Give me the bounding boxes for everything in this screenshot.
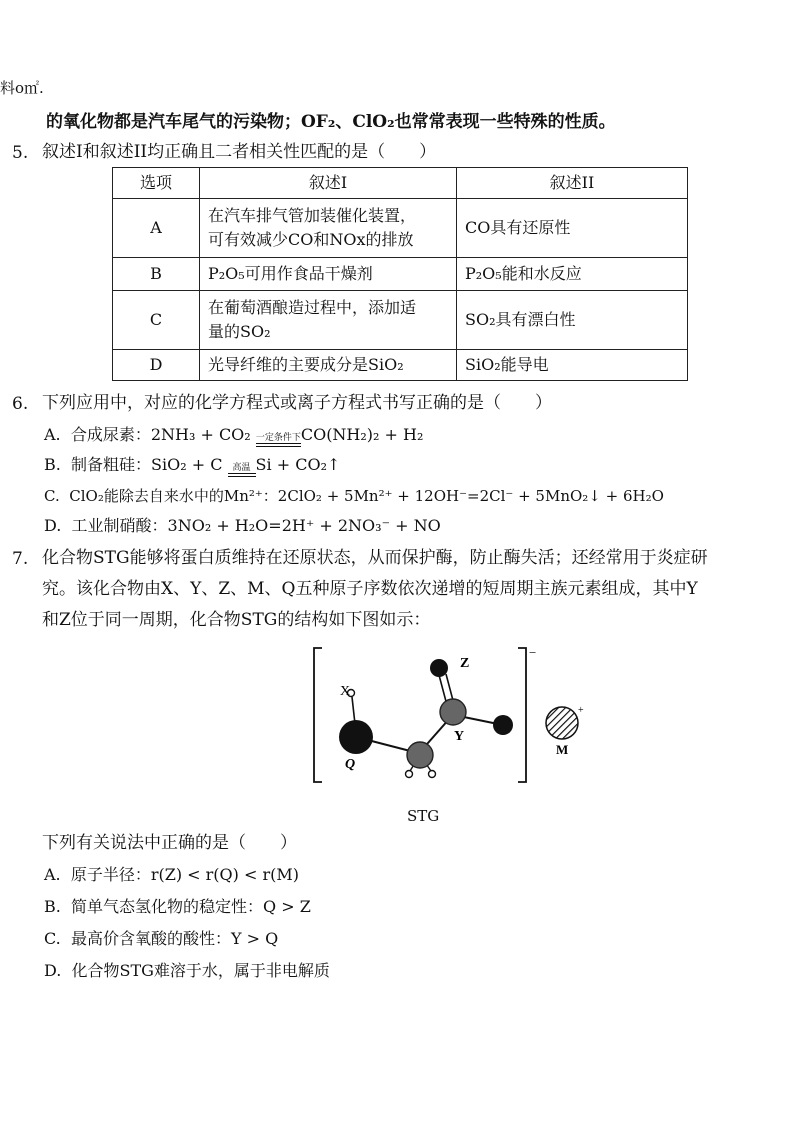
row-statement-2: P₂O₅能和水反应 [457, 258, 688, 291]
row-statement-1 [200, 291, 457, 350]
atom-z [430, 659, 448, 677]
row-statement-2: CO具有还原性 [457, 199, 688, 258]
q6-stem: 下列应用中，对应的化学方程式或离子方程式书写正确的是（ ） [42, 393, 552, 413]
option-label: C. [44, 487, 60, 505]
atom-m [546, 707, 578, 739]
label-z: Z [460, 656, 470, 671]
option-text: Si + CO₂↑ [255, 455, 341, 474]
option-text: 化合物STG难溶于水，属于非电解质 [71, 961, 330, 980]
q6-option-b [44, 454, 340, 481]
q5-number: 5. [12, 143, 29, 163]
statement-1-line: 量的SO₂ [208, 322, 271, 341]
label-charge-positive: + [578, 705, 584, 716]
statement-1-line: 可有效减少CO和NOx的排放 [208, 230, 414, 249]
top-fragment: 料ο㎡. [0, 79, 44, 97]
option-text: ClO₂能除去自来水中的Mn²⁺：2ClO₂ + 5Mn²⁺ + 12OH⁻=2Cl⁻ + 5MnO₂↓ + 6H₂O [69, 487, 664, 505]
table-header-row [113, 168, 688, 199]
option-text: 最高价含氧酸的酸性：Y > Q [70, 929, 279, 948]
q7-sub-stem: 下列有关说法中正确的是（ ） [42, 833, 297, 853]
q7-option-c [44, 928, 278, 950]
row-statement-1: P₂O₅可用作食品干燥剂 [200, 258, 457, 291]
option-text: 工业制硝酸：3NO₂ + H₂O=2H⁺ + 2NO₃⁻ + NO [71, 516, 441, 535]
option-label: B. [44, 455, 61, 474]
atom-o [493, 715, 513, 735]
row-statement-1: 光导纤维的主要成分是SiO₂ [200, 350, 457, 381]
stg-structure-diagram [300, 640, 620, 830]
condition-text: 高温 [232, 463, 251, 473]
q7-number: 7. [12, 549, 29, 569]
figure-caption: STG [407, 807, 440, 825]
statement-1-line: 在葡萄酒酿造过程中，添加适 [208, 298, 417, 317]
right-bracket [518, 648, 526, 782]
option-text: 制备粗硅：SiO₂ + C [71, 455, 228, 474]
row-statement-2: SO₂具有漂白性 [457, 291, 688, 350]
q6-number: 6. [12, 394, 29, 414]
option-text: 简单气态氢化物的稳定性：Q > Z [71, 897, 311, 916]
label-x: X [340, 684, 351, 699]
label-m: M [556, 742, 569, 757]
table-row [113, 199, 688, 258]
condition-text: 一定条件下 [255, 433, 301, 443]
header-statement-2: 叙述II [457, 168, 688, 199]
atom-h [406, 771, 413, 778]
label-charge-negative: − [529, 645, 537, 660]
row-option: A [113, 199, 200, 258]
row-option: C [113, 291, 200, 350]
reaction-condition [228, 464, 256, 481]
row-option: D [113, 350, 200, 381]
reaction-condition [256, 434, 301, 451]
table-row [113, 291, 688, 350]
row-statement-1 [200, 199, 457, 258]
option-label: D. [44, 961, 62, 980]
option-text: 合成尿素：2NH₃ + CO₂ [70, 425, 256, 444]
q7-option-d [44, 960, 330, 982]
q5-stem: 叙述I和叙述II均正确且二者相关性匹配的是（ ） [42, 142, 437, 162]
q7-stem-line-2: 究。该化合物由X、Y、Z、M、Q五种原子序数依次递增的短周期主族元素组成，其中Y [42, 579, 698, 599]
q7-stem-line-3: 和Z位于同一周期，化合物STG的结构如下图如示： [42, 610, 431, 630]
q6-option-c [44, 485, 664, 507]
option-label: D. [44, 516, 62, 535]
intro-line: 的氧化物都是汽车尾气的污染物；OF₂、ClO₂也常常表现一些特殊的性质。 [46, 112, 616, 132]
atom-y [440, 699, 466, 725]
double-equals-sign [228, 473, 256, 477]
header-option: 选项 [113, 168, 200, 199]
header-statement-1: 叙述I [200, 168, 457, 199]
atom-q [339, 720, 373, 754]
q7-option-b [44, 896, 311, 918]
row-statement-2: SiO₂能导电 [457, 350, 688, 381]
atom-h [429, 771, 436, 778]
q7-option-a [44, 864, 299, 886]
q6-option-d [44, 515, 441, 537]
q6-option-a [44, 424, 423, 451]
option-text: 原子半径：r(Z) < r(Q) < r(M) [70, 865, 299, 884]
double-equals-sign [256, 443, 301, 447]
label-y: Y [454, 729, 465, 744]
q7-stem-line-1: 化合物STG能够将蛋白质维持在还原状态，从而保护酶，防止酶失活；还经常用于炎症研 [42, 548, 708, 568]
option-label: C. [44, 929, 61, 948]
table-row [113, 350, 688, 381]
left-bracket [314, 648, 322, 782]
option-label: B. [44, 897, 61, 916]
atom-carbon [407, 742, 433, 768]
option-text: CO(NH₂)₂ + H₂ [300, 425, 424, 444]
statement-1-line: 在汽车排气管加装催化装置， [208, 206, 417, 225]
option-label: A. [44, 425, 61, 444]
row-option: B [113, 258, 200, 291]
table-row [113, 258, 688, 291]
label-q: Q [345, 757, 356, 772]
q5-table [112, 167, 688, 381]
option-label: A. [44, 865, 61, 884]
